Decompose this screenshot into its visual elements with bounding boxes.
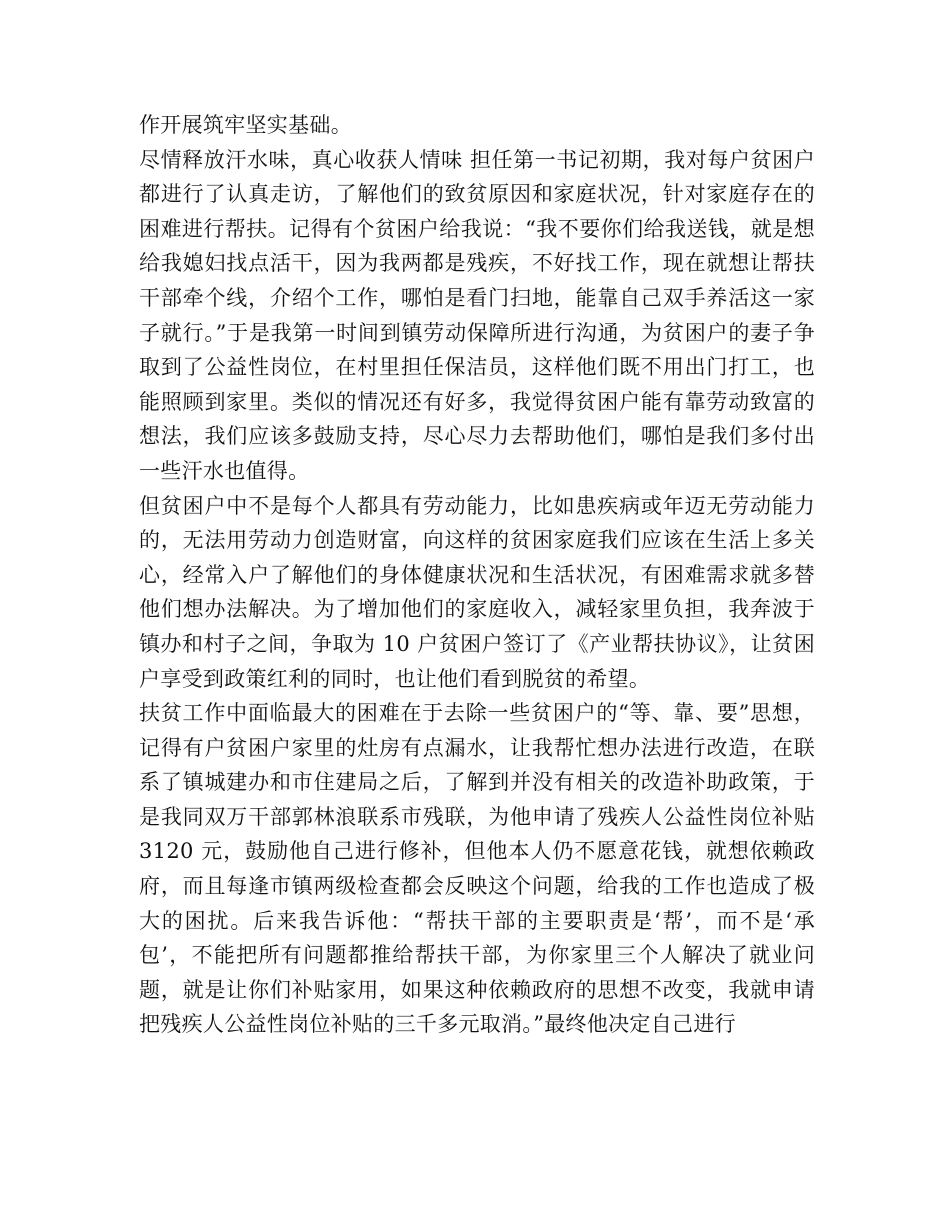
paragraph-2: 尽情释放汗水味，真心收获人情味 担任第一书记初期，我对每户贫困户都进行了认真走访，了解他们的致贫原因和家庭状况，针对家庭存在的困难进行帮扶。记得有个贫困户给我说：“我不要你们给我送钱，就是想给我媳妇找点活干，因为我两都是残疾，不好找工作，现在就想让帮扶干部牵个线，介绍个工作，哪怕是看门扫地，能靠自己双手养活这一家子就行。”于是我第一时间到镇劳动保障所进行沟通，为贫困户的妻子争取到了公益性岗位，在村里担任保洁员，这样他们既不用出门打工，也能照顾到家里。类似的情况还有好多，我觉得贫困户能有靠劳动致富的想法，我们应该多鼓励支持，尽心尽力去帮助他们，哪怕是我们多付出一些汗水也值得。 — [139, 147, 815, 483]
paragraph-1: 作开展筑牢坚实基础。 — [139, 113, 352, 137]
paragraph-3: 但贫困户中不是每个人都具有劳动能力，比如患疾病或年迈无劳动能力的，无法用劳动力创造财富，向这样的贫困家庭我们应该在生活上多关心，经常入户了解他们的身体健康状况和生活状况，有困难需求就多替他们想办法解决。为了增加他们的家庭收入，减轻家里负担，我奔波于镇办和村子之间，争取为 10 户贫困户签订了《产业帮扶协议》，让贫困户享受到政策红利的同时，也让他们看到脱贫的希望。 — [139, 493, 815, 691]
paragraph-4: 扶贫工作中面临最大的困难在于去除一些贫困户的“等、靠、要”思想，记得有户贫困户家里的灶房有点漏水，让我帮忙想办法进行改造，在联系了镇城建办和市住建局之后，了解到并没有相关的改造补助政策，于是我同双万干部郭林浪联系市残联，为他申请了残疾人公益性岗位补贴 3120 元，鼓励他自己进行修补，但他本人仍不愿意花钱，就想依赖政府，而且每逢市镇两级检查都会反映这个问题，给我的工作也造成了极大的困扰。后来我告诉他：“帮扶干部的主要职责是‘帮’，而不是‘承包’，不能把所有问题都推给帮扶干部，为你家里三个人解决了就业问题，就是让你们补贴家用，如果这种依赖政府的思想不改变，我就申请把残疾人公益性岗位补贴的三千多元取消。”最终他决定自己进行 — [139, 701, 815, 1037]
document-body — [139, 108, 815, 1042]
